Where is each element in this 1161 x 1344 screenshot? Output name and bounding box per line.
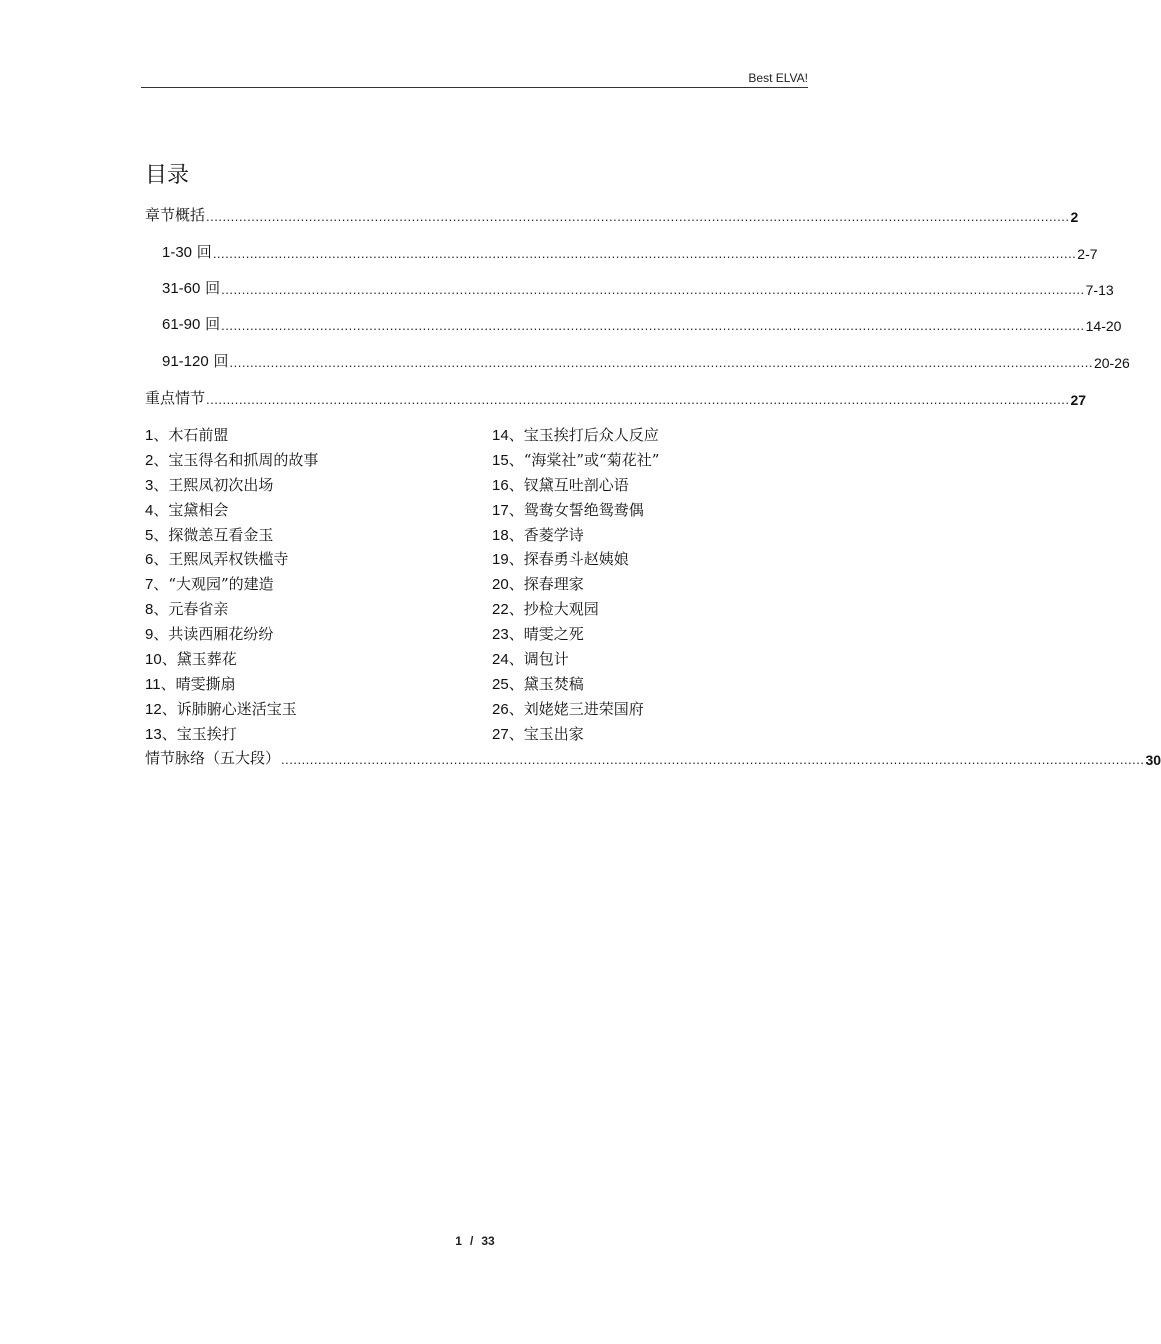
toc-entry-range: 91-120 (162, 353, 209, 370)
key-plots-right-column (492, 423, 659, 747)
toc-entry-chapters-91-120[interactable] (162, 349, 1130, 371)
toc-entry-page: 27 (1070, 392, 1087, 408)
toc-leader-dots: .................................................................................................................................................................................................................. (221, 318, 1085, 333)
key-plot-item[interactable]: 13、宝玉挨打 (145, 724, 237, 743)
toc-entry-page: 2 (1070, 209, 1079, 225)
key-plot-item[interactable]: 12、诉肺腑心迷活宝玉 (145, 699, 297, 718)
toc-leader-dots: .................................................................................................................................................................................................................. (221, 282, 1085, 297)
key-plot-item[interactable]: 22、抄检大观园 (492, 600, 599, 619)
toc-entry-label (162, 241, 212, 262)
toc-title-text: 目录 (145, 163, 190, 188)
toc-entry-label: 重点情节 (145, 389, 206, 407)
key-plot-item[interactable]: 10、黛玉葬花 (145, 650, 237, 669)
key-plot-item[interactable]: 16、钗黛互吐剖心语 (492, 475, 629, 494)
toc-entry-label (162, 350, 229, 371)
toc-entry-range: 1-30 (162, 244, 193, 261)
key-plot-item[interactable]: 1、木石前盟 (145, 426, 229, 444)
total-page-count: 33 (481, 1234, 495, 1248)
key-plot-item[interactable]: 15、“海棠社”或“菊花社” (492, 450, 660, 469)
key-plot-item[interactable]: 14、宝玉挨打后众人反应 (492, 426, 659, 444)
key-plot-item[interactable]: 4、宝黛相会 (145, 500, 229, 519)
toc-leader-dots: .................................................................................................................................................................................................................. (281, 752, 1145, 767)
toc-entry-page: 2-7 (1077, 246, 1098, 262)
toc-entry-label: 章节概括 (145, 206, 206, 224)
key-plot-item[interactable]: 17、鸳鸯女誓绝鸳鸯偶 (492, 500, 644, 519)
toc-entry-page: 30 (1145, 752, 1161, 768)
toc-entry-unit: 回 (208, 352, 229, 370)
toc-entry-plot-outline[interactable] (145, 746, 1161, 768)
header-rule (141, 87, 808, 88)
toc-title (145, 158, 189, 189)
key-plot-item[interactable]: 9、共读西厢花纷纷 (145, 625, 274, 644)
key-plots-left-column (145, 423, 318, 747)
toc-entry-chapters-61-90[interactable] (162, 312, 1122, 334)
key-plot-item[interactable]: 25、黛玉焚稿 (492, 674, 584, 693)
current-page-number: 1 (455, 1234, 462, 1248)
toc-entry-range: 31-60 (162, 280, 201, 297)
toc-entry-unit: 回 (200, 279, 221, 297)
key-plot-item[interactable]: 2、宝玉得名和抓周的故事 (145, 450, 319, 469)
toc-entry-chapters-1-30[interactable] (162, 240, 1098, 262)
toc-leader-dots: .................................................................................................................................................................................................................. (206, 392, 1070, 407)
toc-entry-chapter-summary[interactable] (145, 203, 1079, 225)
key-plot-item[interactable]: 11、晴雯撕扇 (145, 674, 236, 693)
toc-entry-label (162, 313, 220, 334)
key-plot-item[interactable]: 19、探春勇斗赵姨娘 (492, 550, 629, 569)
key-plot-item[interactable]: 7、“大观园”的建造 (145, 575, 274, 594)
key-plot-item[interactable]: 23、晴雯之死 (492, 625, 584, 644)
toc-leader-dots: .................................................................................................................................................................................................................. (206, 209, 1070, 224)
page-header-text: Best ELVA! (748, 71, 808, 85)
toc-entry-page: 20-26 (1093, 355, 1130, 371)
toc-entry-chapters-31-60[interactable] (162, 276, 1114, 298)
key-plot-item[interactable]: 24、调包计 (492, 650, 569, 669)
key-plot-item[interactable]: 18、香菱学诗 (492, 525, 584, 544)
key-plot-item[interactable]: 20、探春理家 (492, 575, 584, 594)
toc-entry-key-plots[interactable] (145, 386, 1087, 408)
key-plot-item[interactable]: 27、宝玉出家 (492, 724, 584, 743)
toc-entry-unit: 回 (200, 315, 221, 333)
toc-entry-label (162, 277, 220, 298)
toc-leader-dots: .................................................................................................................................................................................................................. (212, 246, 1077, 261)
toc-leader-dots: .................................................................................................................................................................................................................. (229, 355, 1093, 370)
key-plot-item[interactable]: 5、探微恙互看金玉 (145, 525, 274, 544)
key-plot-item[interactable]: 6、王熙凤弄权铁槛寺 (145, 550, 289, 569)
toc-entry-unit: 回 (192, 243, 212, 261)
toc-entry-label: 情节脉络（五大段） (145, 749, 281, 767)
key-plot-item[interactable]: 8、元春省亲 (145, 600, 229, 619)
key-plot-item[interactable]: 3、王熙凤初次出场 (145, 475, 274, 494)
toc-entry-page: 14-20 (1085, 318, 1122, 334)
page-footer (0, 1234, 950, 1248)
toc-entry-range: 61-90 (162, 316, 201, 333)
page-separator: / (469, 1234, 474, 1248)
toc-entry-page: 7-13 (1085, 282, 1114, 298)
key-plot-item[interactable]: 26、刘姥姥三进荣国府 (492, 699, 644, 718)
